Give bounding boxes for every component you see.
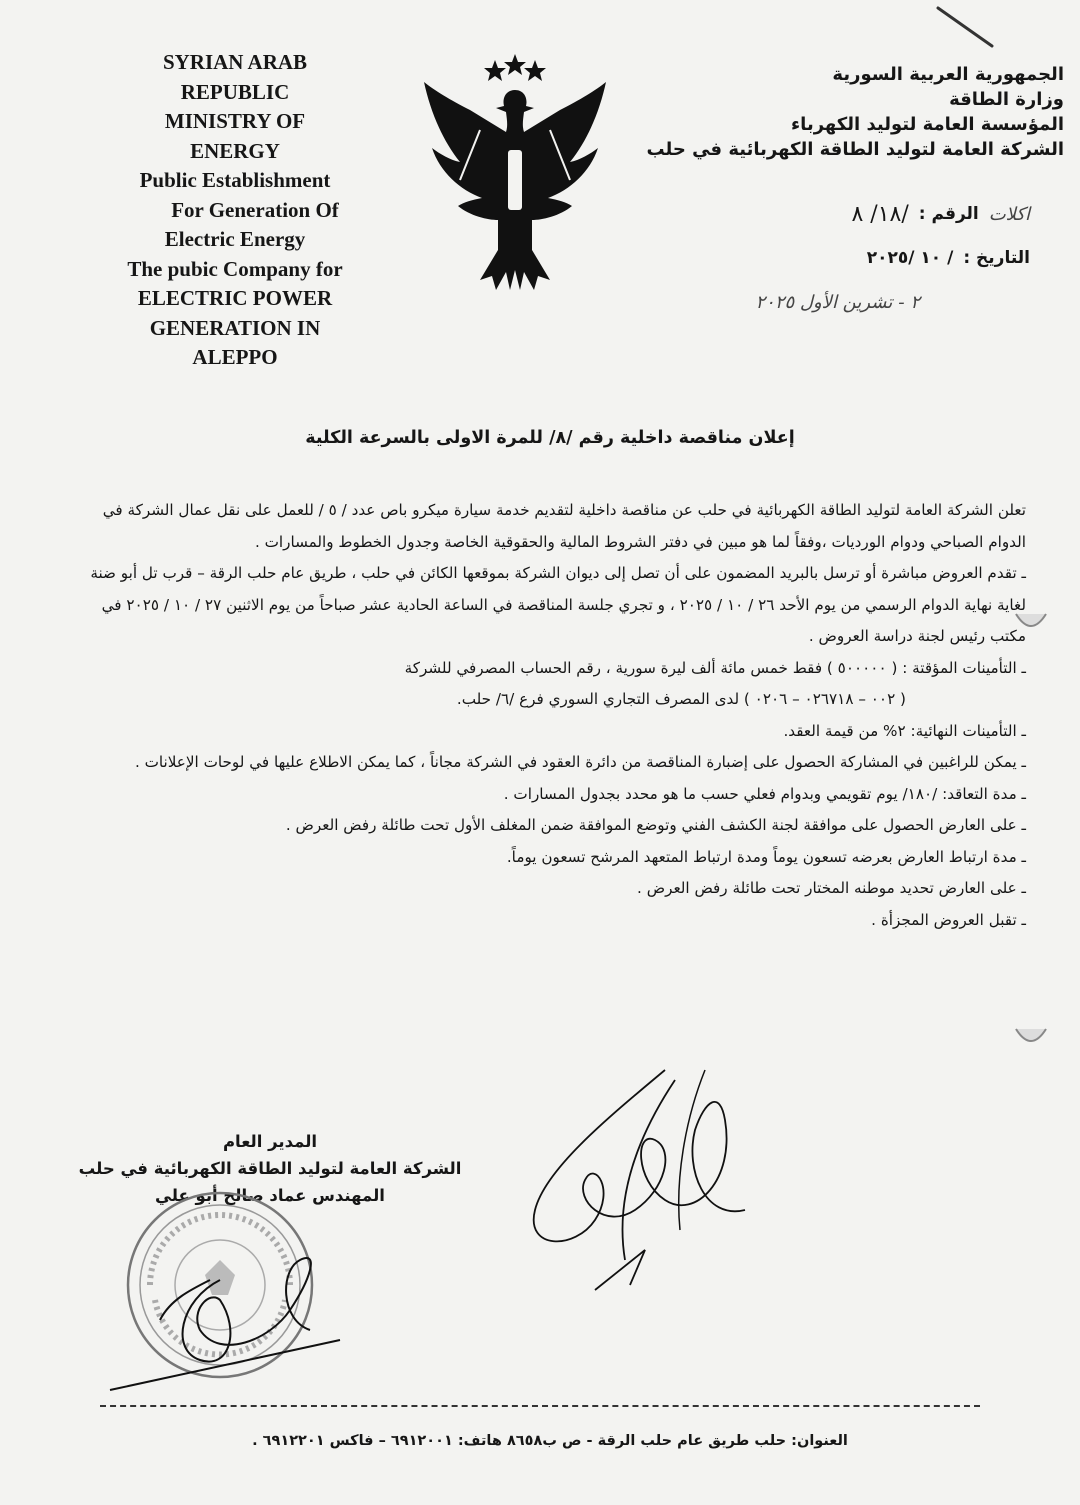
en-line-8: The pubic Company for: [127, 256, 343, 281]
reference-block: [610, 192, 1030, 324]
arabic-letterhead: [604, 62, 1064, 162]
en-line-1: SYRIAN ARAB: [162, 50, 308, 74]
handwritten-signature-icon: [505, 1060, 765, 1300]
en-line-4: ENERGY: [190, 138, 280, 163]
manager-signature-icon: [100, 1220, 360, 1400]
signatory-company: الشركة العامة لتوليد الطاقة الكهربائية في حلب: [78, 1159, 462, 1178]
body-item-domicile: ـ على العارض تحديد موطنه المختار تحت طائلة رفض العرض .: [637, 879, 1026, 897]
footer-divider: [100, 1405, 980, 1407]
handwritten-date: ٢ - تشرين الأول ٢٠٢٥: [755, 291, 920, 313]
reference-number-label: الرقم :: [918, 204, 979, 224]
body-item-contract-duration: ـ مدة التعاقد: /١٨٠/ يوم تقويمي وبدوام فعلي حسب ما هو محدد بجدول المسارات .: [503, 784, 1026, 803]
en-line-9: ELECTRIC POWER: [137, 286, 333, 310]
punch-hole-icon: [1014, 1025, 1048, 1047]
eagle-emblem-icon: [420, 50, 610, 310]
reference-number-row: [610, 192, 1030, 236]
pen-stroke-mark: [930, 2, 1000, 52]
body-item-technical-approval: ـ على العارض الحصول على موافقة لجنة الكشف الفني وتوضع الموافقة ضمن المغلف الأول تحت طائلة رفض العرض .: [285, 816, 1026, 834]
en-line-11: ALEPPO: [192, 345, 278, 369]
signatory-name: المهندس عماد صالح أبو علي: [155, 1186, 385, 1205]
signatory-role: المدير العام: [222, 1132, 318, 1151]
announcement-title: إعلان مناقصة داخلية رقم /٨/ للمرة الاولى بالسرعة الكلية: [305, 428, 795, 448]
punch-hole-icon: [1014, 610, 1048, 632]
ar-line-3: المؤسسة العامة لتوليد الكهرباء: [790, 114, 1064, 135]
body-item-final-deposit: ـ التأمينات النهائية: ٢% من قيمة العقد.: [783, 721, 1026, 740]
en-line-10: GENERATION IN: [149, 315, 321, 340]
body-item-commitment-period: ـ مدة ارتباط العارض بعرضه تسعون يوماً ومدة ارتباط المتعهد المرشح تسعون يوماً.: [506, 847, 1026, 866]
body-item-temporary-deposit: ـ التأمينات المؤقتة : ( ٥٠٠٠٠٠ ) فقط خمس مائة ألف ليرة سورية ، رقم الحساب المصرفي للشركة: [404, 658, 1026, 677]
footer-address: العنوان: حلب طريق عام حلب الرقة - ص ب٨٦٥٨ هاتف: ٦٩١٢٠٠١ – فاكس ٦٩١٢٢٠١ .: [252, 1433, 848, 1449]
handwritten-date-row: [610, 280, 1030, 324]
english-letterhead: [90, 48, 380, 373]
ar-line-2: وزارة الطاقة: [949, 89, 1064, 110]
en-line-6: For Generation Of: [171, 197, 339, 222]
ar-line-4: الشركة العامة لتوليد الطاقة الكهربائية في حلب: [646, 139, 1064, 160]
body-intro: تعلن الشركة العامة لتوليد الطاقة الكهربائية في حلب عن مناقصة داخلية لتقديم خدمة سيارة ميكرو باص عدد / ٥ / للعمل على نقل عمال الشركة في الدوام الصباحي ودوام الورديات ،وفقاً لما هو مبين في دفتر الشروط المالية والحقوقية الخاصة وجدول الخطوط والمسارات .: [102, 501, 1026, 551]
ar-line-1: الجمهورية العربية السورية: [832, 64, 1064, 85]
announcement-body: [78, 495, 1026, 936]
en-line-2: REPUBLIC: [180, 79, 290, 104]
en-line-5: Public Establishment: [139, 168, 331, 192]
body-item-partial-offers: ـ تقبل العروض المجزأة .: [871, 910, 1026, 929]
body-item-submission: ـ تقدم العروض مباشرة أو ترسل بالبريد المضمون على أن تصل إلى ديوان الشركة بموقعها الكائن في حلب ، طريق عام حلب الرقة – قرب تل أبو ضنة لغاية نهاية الدوام الرسمي من يوم الأحد ٢٦ / ١٠ / ٢٠٢٥ ، و تجري جلسة المناقصة في الساعة الحادية عشر صباحاً من يوم الاثنين ٢٧ / ١٠ / ٢٠٢٥ في مكتب رئيس لجنة دراسة العروض .: [90, 564, 1026, 645]
en-line-3: MINISTRY OF: [164, 109, 306, 133]
reference-date-row: [610, 236, 1030, 280]
body-item-bank-account: ( ٠٠٢ – ٠٢٦٧١٨ – ٠٢٠٦ ) لدى المصرف التجاري السوري فرع /٦/ حلب.: [456, 690, 906, 708]
body-item-file-access: ـ يمكن للراغبين في المشاركة الحصول على إضبارة المناقصة من دائرة العقود في الشركة مجاناً ، كما يمكن الاطلاع عليها في لوحات الإعلانات .: [134, 753, 1026, 771]
reference-date-label: التاريخ :: [963, 248, 1030, 268]
reference-date-value: / ١٠ /٢٠٢٥: [866, 248, 954, 268]
reference-hand-prefix: اكلات: [988, 203, 1030, 225]
en-line-7: Electric Energy: [164, 227, 306, 251]
reference-number-value: /١٨/ ٨: [851, 201, 909, 227]
